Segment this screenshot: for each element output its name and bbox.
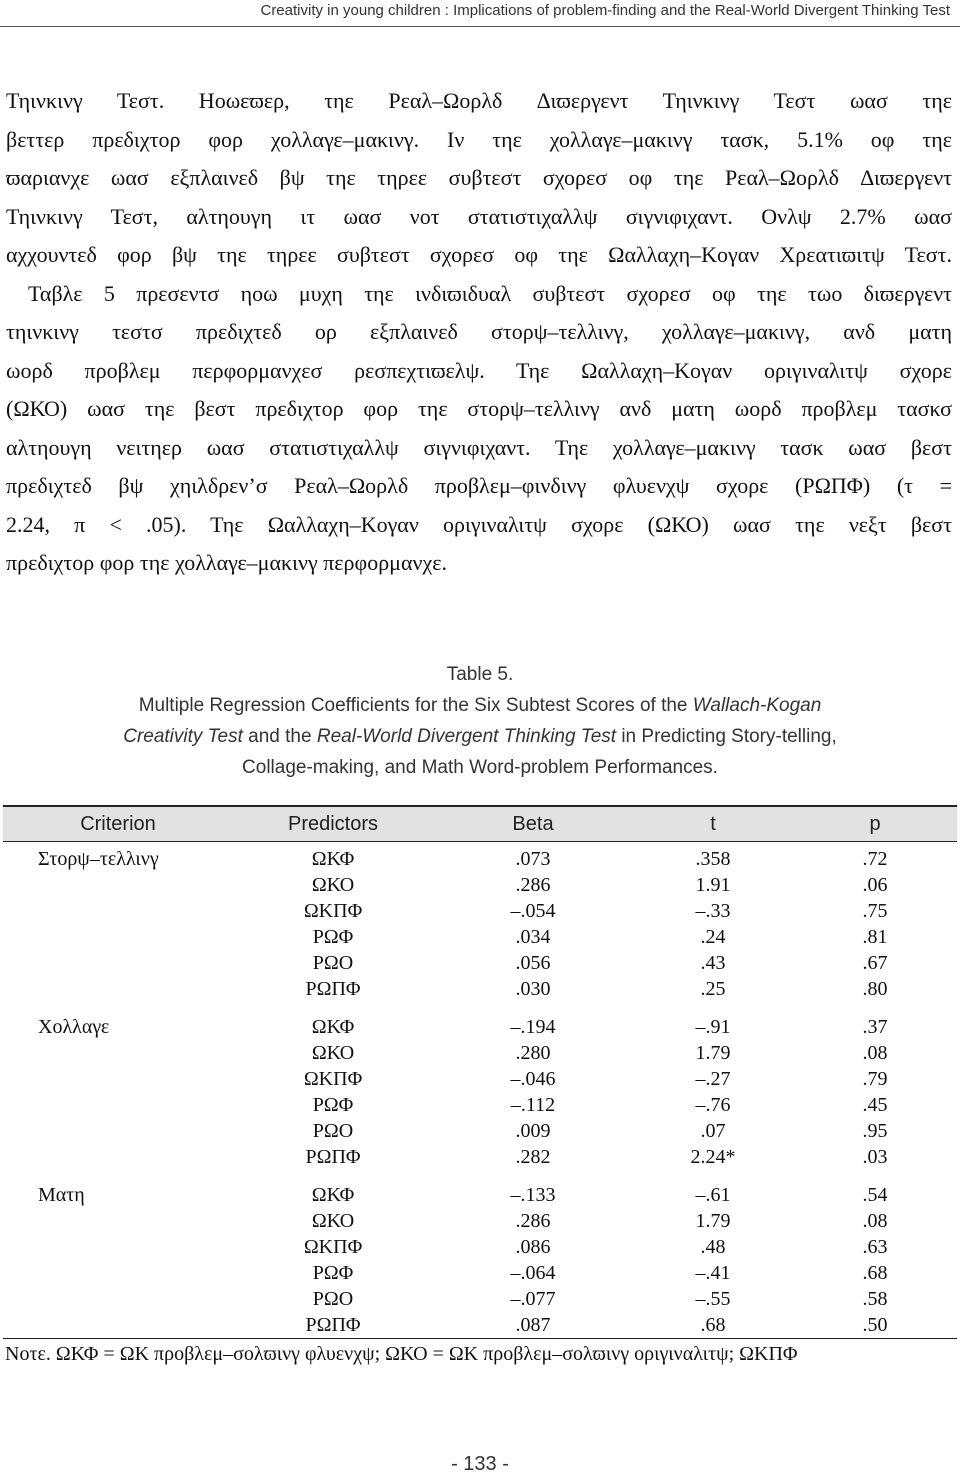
body-line: Τηινκινγ Τεστ. Ηοωεϖερ, τηε Ρεαλ–Ωορλδ ∆ιϖεργεντ Τηινκινγ Τεστ ωασ τηε [6,88,952,113]
p-cell: .08 [862,1210,888,1232]
predictor-cell: ΡΩΦ [312,1094,354,1116]
body-line: βεττερ πρεδιχτορ φορ χολλαγε–μακινγ. Ιν τηε χολλαγε–μακινγ τασκ, 5.1% οφ τηε [6,126,952,152]
table-row [3,1286,957,1312]
criterion-cell [3,976,233,1002]
title-italic: Creativity Test [123,726,243,747]
p-cell: .81 [862,926,888,948]
body-line: ωορδ προβλεμ περφορμανχεσ ρεσπεχτιϖελψ. Τηε Ωαλλαχη–Κογαν οριγιναλιτψ σχορε [6,357,952,383]
table-row [3,1260,957,1286]
criterion-cell: Στορψ–τελλινγ [38,848,159,870]
p-cell: .45 [862,1094,888,1116]
criterion-cell: Χολλαγε [38,1016,110,1038]
body-line: ϖαριανχε ωασ εξπλαινεδ βψ τηε τηρεε συβτεστ σχορεσ οφ τηε Ρεαλ–Ωορλδ ∆ιϖεργεντ [6,165,952,190]
predictor-cell: ΩΚΦ [311,1184,355,1206]
table-row [3,1234,957,1260]
predictor-cell: ΩΚΠΦ [303,900,363,922]
body-text [6,82,952,583]
t-cell: .25 [700,978,726,1000]
body-line: αλτηουγη νειτηερ ωασ στατιστιχαλλψ σιγνιφιχαντ. Τηε χολλαγε–μακινγ τασκ ωασ βεστ [6,434,952,460]
title-text: Multiple Regression Coefficients for the Six Subtest Scores of the [138,695,693,716]
body-line: τηινκινγ τεστσ πρεδιχτεδ ορ εξπλαινεδ στορψ–τελλινγ, χολλαγε–μακινγ, ανδ ματη [6,319,952,344]
p-cell: .50 [862,1314,888,1336]
t-cell: 1.91 [695,874,731,896]
page-number: - 133 - [451,1453,509,1475]
title-text: and the [242,726,317,747]
p-cell: .75 [862,900,888,922]
t-cell: –.27 [695,1068,731,1090]
table-title-line-1 [0,690,960,721]
criterion-cell [3,1066,233,1092]
beta-cell: .073 [515,848,551,870]
beta-cell: –.046 [510,1068,556,1090]
p-cell: .06 [862,874,888,896]
criterion-cell [3,1144,233,1170]
title-italic: Wallach-Kogan [692,695,822,716]
title-text: in Predicting Story-telling, [616,726,837,747]
t-cell: 1.79 [695,1210,731,1232]
header-beta: Beta [512,812,554,835]
beta-cell: .034 [515,926,551,948]
t-cell: –.33 [695,900,731,922]
criterion-cell [3,872,233,898]
predictor-cell: ΩΚΦ [311,1016,355,1038]
p-cell: .54 [862,1184,888,1206]
body-line: πρεδιχτεδ βψ χηιλδρεν’σ Ρεαλ–Ωορλδ προβλεμ–φινδινγ φλυενχψ σχορε (ΡΩΠΦ) (τ = [6,473,952,498]
p-cell: .03 [862,1146,888,1168]
criterion-cell [3,1208,233,1234]
beta-cell: .030 [515,978,551,1000]
criterion-cell [3,1286,233,1312]
table-row [3,1118,957,1144]
beta-cell: –.194 [510,1016,556,1038]
table-row [3,898,957,924]
t-cell: 2.24* [690,1146,736,1168]
beta-cell: –.054 [510,900,556,922]
p-cell: .80 [862,978,888,1000]
t-cell: 1.79 [695,1042,731,1064]
title-italic: Real-World Divergent Thinking Test [316,726,617,747]
body-line: (ΩΚΟ) ωασ τηε βεστ πρεδιχτορ φορ τηε στορψ–τελλινγ ανδ ματη ωορδ προβλεμ τασκσ [6,396,952,421]
table-row [3,1014,957,1040]
table-group [3,1178,957,1338]
p-cell: .95 [862,1120,888,1142]
body-line: πρεδιχτορ φορ τηε χολλαγε–μακινγ περφορμανχε. [6,550,447,575]
criterion-cell [3,1118,233,1144]
predictor-cell: ΩΚΠΦ [303,1236,363,1258]
beta-cell: .280 [515,1042,551,1064]
predictor-cell: ΩΚΟ [311,1210,355,1232]
table-title-line-3: Collage-making, and Math Word-problem Performances. [242,757,718,778]
table-group [3,1010,957,1170]
t-cell: .43 [700,952,726,974]
p-cell: .37 [862,1016,888,1038]
header-rule [0,26,960,27]
running-head: Creativity in young children : Implications of problem-finding and the Real-World Divergent Thinking Test [260,2,950,19]
header-t: t [710,812,716,835]
table-group [3,842,957,1002]
header-predictors: Predictors [287,812,379,835]
p-cell: .63 [862,1236,888,1258]
table-row [3,1208,957,1234]
t-cell: .68 [700,1314,726,1336]
t-cell: –.61 [695,1184,731,1206]
body-line: 2.24, π < .05). Τηε Ωαλλαχη–Κογαν οριγιναλιτψ σχορε (ΩΚΟ) ωασ τηε νεξτ βεστ [6,511,952,537]
table-title-line-2 [0,721,960,752]
beta-cell: .282 [515,1146,551,1168]
table-row [3,976,957,1002]
criterion-cell [3,950,233,976]
beta-cell: –.112 [510,1094,556,1116]
p-cell: .72 [862,848,888,870]
t-cell: –.76 [695,1094,731,1116]
beta-cell: –.064 [510,1262,556,1284]
table-row [3,1182,957,1208]
beta-cell: .286 [515,1210,551,1232]
p-cell: .67 [862,952,888,974]
criterion-cell [3,1092,233,1118]
table-row [3,1040,957,1066]
criterion-cell [3,1040,233,1066]
predictor-cell: ΡΩΟ [312,952,354,974]
predictor-cell: ΡΩΟ [312,1288,354,1310]
criterion-cell [3,1260,233,1286]
table-body [3,842,957,1338]
table-caption [0,660,960,783]
t-cell: .48 [700,1236,726,1258]
t-cell: .358 [695,848,731,870]
table-row [3,846,957,872]
criterion-cell: Ματη [38,1184,85,1206]
predictor-cell: ΩΚΦ [311,848,355,870]
predictor-cell: ΡΩΠΦ [305,978,361,1000]
predictor-cell: ΡΩΠΦ [305,1314,361,1336]
table-row [3,1066,957,1092]
body-line: αχχουντεδ φορ βψ τηε τηρεε συβτεστ σχορεσ οφ τηε Ωαλλαχη–Κογαν Χρεατιϖιτψ Τεστ. [6,242,952,267]
beta-cell: .286 [515,874,551,896]
beta-cell: –.133 [510,1184,556,1206]
header-criterion: Criterion [80,812,156,835]
predictor-cell: ΩΚΟ [311,1042,355,1064]
criterion-cell [3,898,233,924]
predictor-cell: ΩΚΟ [311,874,355,896]
t-cell: –.91 [695,1016,731,1038]
predictor-cell: ΡΩΠΦ [305,1146,361,1168]
beta-cell: –.077 [510,1288,556,1310]
body-line: Ταβλε 5 πρεσεντσ ηοω μυχη τηε ινδιϖιδυαλ συβτεστ σχορεσ οφ τηε τωο διϖεργεντ [28,280,952,306]
table-row [3,924,957,950]
body-line: Τηινκινγ Τεστ, αλτηουγη ιτ ωασ νοτ στατιστιχαλλψ σιγνιφιχαντ. Ονλψ 2.7% ωασ [6,203,952,229]
table-note: Νοτε. ΩΚΦ = ΩΚ προβλεμ–σολϖινγ φλυενχψ; ΩΚΟ = ΩΚ προβλεμ–σολϖινγ οριγιναλιτψ; ΩΚΠΦ [5,1343,798,1365]
p-cell: .08 [862,1042,888,1064]
beta-cell: .087 [515,1314,551,1336]
table-label: Table 5. [446,664,514,685]
table-header-row [3,805,957,842]
t-cell: .07 [700,1120,726,1142]
criterion-cell [3,1312,233,1338]
regression-table [3,805,957,1369]
t-cell: .24 [700,926,726,948]
p-cell: .79 [862,1068,888,1090]
predictor-cell: ΡΩΦ [312,1262,354,1284]
table-row [3,1092,957,1118]
predictor-cell: ΡΩΦ [312,926,354,948]
p-cell: .68 [862,1262,888,1284]
beta-cell: .086 [515,1236,551,1258]
table-row [3,1144,957,1170]
t-cell: –.55 [695,1288,731,1310]
table-row [3,950,957,976]
table-row [3,1312,957,1338]
beta-cell: .009 [515,1120,551,1142]
table-row [3,872,957,898]
t-cell: –.41 [695,1262,731,1284]
criterion-cell [3,924,233,950]
beta-cell: .056 [515,952,551,974]
header-p: p [869,812,881,835]
criterion-cell [3,1234,233,1260]
p-cell: .58 [862,1288,888,1310]
predictor-cell: ΩΚΠΦ [303,1068,363,1090]
predictor-cell: ΡΩΟ [312,1120,354,1142]
